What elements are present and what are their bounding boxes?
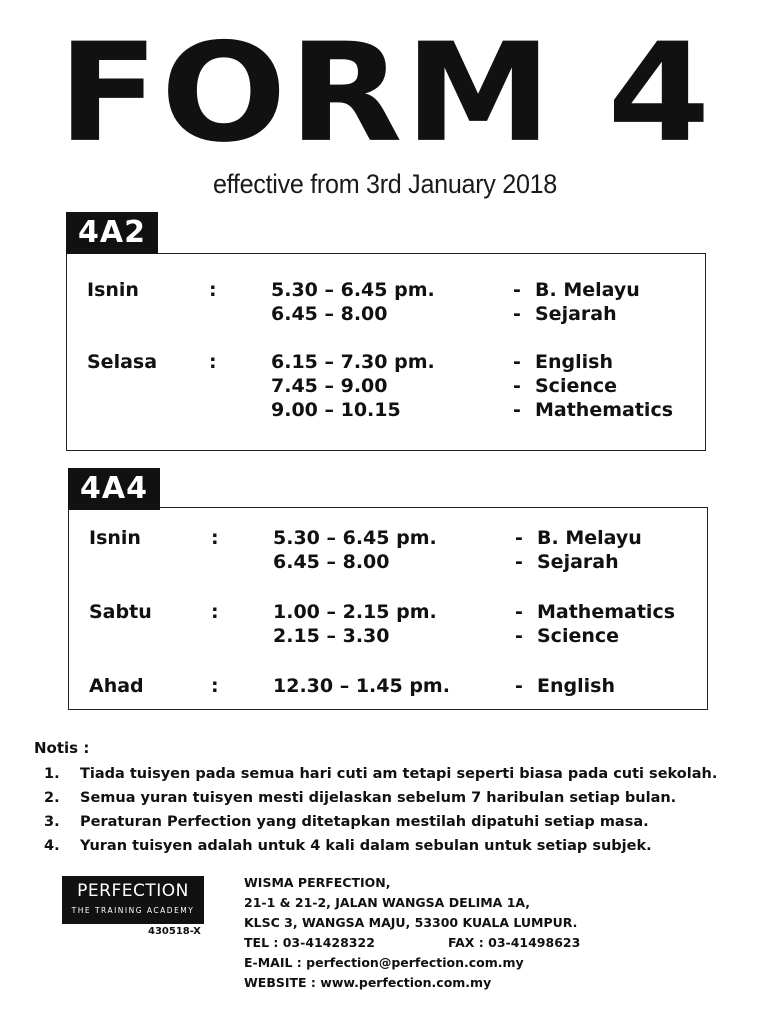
dash: - [515,551,523,573]
group-tag-4a2: 4A2 [66,212,158,254]
dash: - [515,601,523,623]
time-slot: 12.30 – 1.45 pm. [273,675,450,697]
subject: Science [535,375,618,397]
dash: - [513,351,521,373]
dash: - [515,675,523,697]
time-slot: 2.15 – 3.30 [273,625,390,647]
time-slot: 6.15 – 7.30 pm. [271,351,435,373]
day-label: Ahad [89,675,144,697]
address-line: 21-1 & 21-2, JALAN WANGSA DELIMA 1A, [244,895,531,910]
time-slot: 5.30 – 6.45 pm. [273,527,437,549]
subject: B. Melayu [537,527,642,549]
colon: : [211,675,219,697]
note-number: 2. [44,790,60,806]
colon: : [211,527,219,549]
note-text: Tiada tuisyen pada semua hari cuti am tetapi seperti biasa pada cuti sekolah. [80,766,718,782]
subject: Mathematics [537,601,676,623]
note-item [44,836,652,856]
perfection-logo [62,876,204,924]
colon: : [209,279,217,301]
dash: - [515,625,523,647]
note-number: 1. [44,766,60,782]
website: WEBSITE : www.perfection.com.my [244,975,492,990]
note-item [44,788,676,808]
note-item [44,812,649,832]
note-number: 4. [44,838,60,854]
time-slot: 5.30 – 6.45 pm. [271,279,435,301]
schedule-box-4a4 [68,507,708,710]
dash: - [513,375,521,397]
dash: - [513,303,521,325]
registration-number: 430518-X [148,926,201,937]
subject: Sejarah [537,551,619,573]
address-line: WISMA PERFECTION, [244,875,391,890]
time-slot: 6.45 – 8.00 [273,551,390,573]
tel: TEL : 03-41428322 [244,935,375,950]
colon: : [209,351,217,373]
note-item [44,764,717,784]
time-slot: 6.45 – 8.00 [271,303,388,325]
subject: Mathematics [535,399,674,421]
fax: FAX : 03-41498623 [448,935,581,950]
subject: English [537,675,615,697]
effective-date-subtitle: effective from 3rd January 2018 [212,169,558,199]
subject: Science [537,625,620,647]
note-number: 3. [44,814,60,830]
logo-tagline: THE TRAINING ACADEMY [71,906,195,915]
dash: - [513,399,521,421]
page-title: FORM 4 [57,13,713,173]
dash: - [515,527,523,549]
schedule-box-4a2 [66,253,706,451]
day-label: Isnin [89,527,141,549]
day-label: Selasa [87,351,158,373]
time-slot: 1.00 – 2.15 pm. [273,601,437,623]
logo-name: PERFECTION [77,881,189,901]
day-label: Sabtu [89,601,152,623]
note-text: Yuran tuisyen adalah untuk 4 kali dalam sebulan untuk setiap subjek. [80,838,652,854]
time-slot: 7.45 – 9.00 [271,375,388,397]
time-slot: 9.00 – 10.15 [271,399,401,421]
dash: - [513,279,521,301]
address-line: KLSC 3, WANGSA MAJU, 53300 KUALA LUMPUR. [244,915,578,930]
email: E-MAIL : perfection@perfection.com.my [244,955,524,970]
note-text: Semua yuran tuisyen mesti dijelaskan sebelum 7 haribulan setiap bulan. [80,790,677,806]
subject: B. Melayu [535,279,640,301]
subject: English [535,351,613,373]
notes-heading: Notis : [34,739,90,757]
day-label: Isnin [87,279,139,301]
colon: : [211,601,219,623]
group-tag-4a4: 4A4 [68,468,160,510]
note-text: Peraturan Perfection yang ditetapkan mestilah dipatuhi setiap masa. [80,814,649,830]
subject: Sejarah [535,303,617,325]
